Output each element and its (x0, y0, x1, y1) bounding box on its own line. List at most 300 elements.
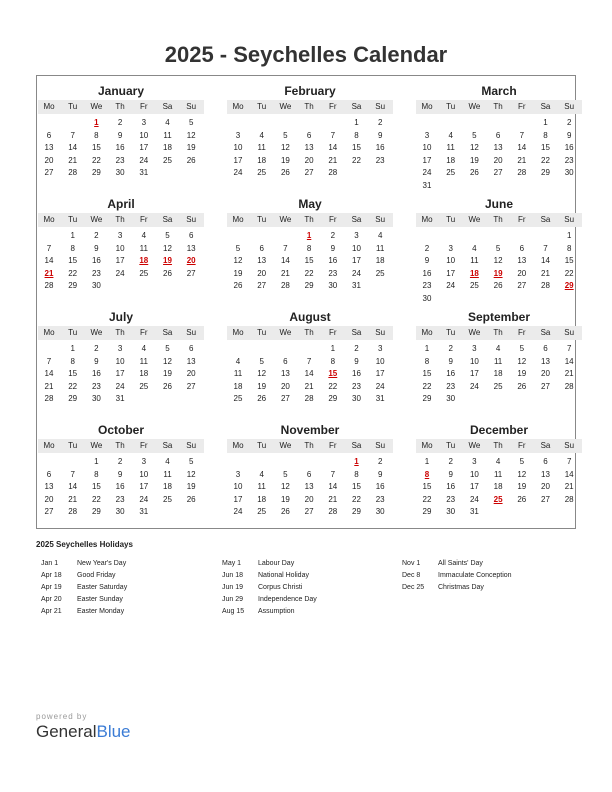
day-cell: 4 (448, 130, 453, 140)
weekday-label: Mo (421, 102, 433, 111)
day-cell: 8 (94, 469, 99, 479)
weekday-header (38, 439, 204, 453)
weekday-label: Sa (540, 215, 551, 224)
month-february (227, 76, 393, 189)
day-cell: 20 (44, 494, 54, 504)
holiday-name: Corpus Christi (258, 584, 303, 591)
day-cell: 16 (375, 482, 385, 492)
weekday-label: Th (493, 102, 503, 111)
powered-by-label: powered by (36, 712, 88, 721)
day-cell: 12 (280, 482, 290, 492)
day-cell: 29 (68, 394, 78, 404)
day-cell: 21 (328, 155, 338, 165)
day-cell: 4 (141, 344, 147, 353)
day-cell: 30 (446, 394, 456, 404)
day-cell: 14 (564, 356, 574, 366)
holiday-day-cell: 1 (306, 231, 312, 240)
weekday-label: Su (186, 441, 197, 450)
day-cell: 4 (235, 356, 241, 366)
day-cell: 9 (330, 243, 336, 253)
weekday-label: Th (304, 102, 314, 111)
weekday-header (416, 100, 582, 114)
day-cell: 27 (44, 507, 54, 517)
day-cell: 23 (352, 381, 361, 391)
day-cell: 19 (280, 494, 290, 504)
day-cell: 18 (139, 369, 149, 379)
day-cell: 15 (68, 256, 78, 266)
day-cell: 9 (377, 469, 383, 479)
day-cell: 22 (328, 381, 338, 391)
weekday-label: We (90, 328, 103, 337)
day-cell: 7 (330, 469, 336, 479)
day-cell: 12 (280, 143, 290, 153)
day-cell: 20 (304, 494, 314, 504)
day-cell: 15 (352, 482, 361, 492)
day-cell: 22 (541, 155, 550, 165)
month-december (416, 415, 582, 528)
day-cell: 25 (139, 381, 149, 391)
weekday-label: Sa (162, 215, 173, 224)
day-cell: 21 (541, 268, 550, 278)
day-cell: 2 (117, 457, 123, 466)
holiday-name: Easter Saturday (77, 584, 128, 591)
day-cell: 30 (352, 394, 361, 404)
month-april (38, 189, 204, 302)
weekday-label: Su (564, 441, 575, 450)
weekday-label: Mo (421, 328, 433, 337)
weekday-label: Sa (162, 441, 173, 450)
day-cell: 27 (304, 168, 314, 178)
day-cell: 2 (377, 457, 383, 466)
weekday-label: We (90, 102, 103, 111)
day-cell: 13 (280, 369, 290, 379)
day-cell: 5 (495, 243, 501, 253)
day-cell: 20 (186, 369, 196, 379)
day-cell: 22 (352, 494, 361, 504)
day-cell: 31 (139, 507, 149, 517)
day-cell: 25 (469, 281, 479, 291)
day-cell: 29 (91, 507, 101, 517)
day-cell: 12 (233, 256, 243, 266)
day-cell: 13 (186, 356, 196, 366)
day-cell: 28 (328, 168, 338, 178)
day-cell: 4 (141, 231, 147, 240)
holiday-date: Jan 1 (41, 560, 59, 567)
day-cell: 17 (469, 369, 479, 379)
day-cell: 11 (257, 143, 266, 153)
day-cell: 18 (257, 494, 267, 504)
day-cell: 16 (91, 256, 101, 266)
day-cell: 7 (566, 457, 572, 466)
day-cell: 30 (91, 281, 101, 291)
day-cell: 7 (70, 130, 75, 140)
day-cell: 13 (44, 143, 54, 153)
day-cell: 4 (495, 457, 501, 466)
day-cell: 12 (517, 469, 527, 479)
day-cell: 21 (564, 482, 574, 492)
day-cell: 11 (470, 256, 479, 266)
day-cell: 24 (139, 155, 149, 165)
day-cell: 6 (188, 231, 194, 240)
day-cell: 25 (163, 155, 172, 165)
day-cell: 23 (91, 381, 101, 391)
day-cell: 24 (446, 281, 456, 291)
day-cell: 1 (543, 118, 548, 127)
month-june (416, 189, 582, 302)
day-cell: 10 (233, 143, 243, 153)
weekday-label: Su (375, 102, 386, 111)
holiday-name: Immaculate Conception (438, 572, 512, 579)
weekday-label: We (279, 102, 292, 111)
day-cell: 7 (46, 243, 52, 253)
day-cell: 14 (328, 482, 338, 492)
brand-name (36, 722, 131, 742)
day-cell: 11 (139, 356, 148, 366)
day-cell: 13 (517, 256, 527, 266)
weekday-label: Fr (518, 215, 526, 224)
weekday-label: Su (564, 215, 575, 224)
day-cell: 6 (46, 469, 52, 479)
day-cell: 23 (115, 155, 125, 165)
day-cell: 15 (304, 256, 314, 266)
weekday-label: Fr (140, 215, 148, 224)
weekday-label: Tu (257, 328, 267, 337)
holiday-name: New Year's Day (77, 560, 127, 567)
holiday-day-cell: 18 (469, 268, 479, 278)
day-cell: 27 (517, 281, 527, 291)
weekday-label: Su (186, 215, 197, 224)
holiday-name: Easter Monday (77, 608, 125, 615)
day-cell: 25 (257, 507, 267, 517)
day-cell: 31 (375, 394, 385, 404)
day-cell: 1 (424, 457, 430, 466)
weekday-label: Sa (162, 328, 173, 337)
day-cell: 5 (188, 118, 194, 127)
day-cell: 12 (186, 469, 196, 479)
day-cell: 2 (424, 243, 430, 253)
weekday-label: We (468, 102, 481, 111)
weekday-label: Tu (68, 441, 78, 450)
day-cell: 28 (44, 394, 54, 404)
holiday-entry (402, 560, 483, 567)
day-cell: 6 (259, 243, 264, 253)
weekday-label: Su (564, 102, 575, 111)
day-cell: 9 (117, 130, 123, 140)
day-cell: 11 (163, 469, 172, 479)
day-cell: 9 (354, 356, 359, 366)
day-cell: 7 (306, 356, 312, 366)
day-cell: 24 (375, 381, 385, 391)
day-cell: 10 (233, 482, 243, 492)
day-cell: 26 (186, 155, 196, 165)
day-cell: 31 (139, 168, 149, 178)
day-cell: 12 (517, 356, 527, 366)
holiday-entry (222, 560, 294, 567)
day-cell: 23 (375, 494, 385, 504)
day-cell: 27 (280, 394, 290, 404)
day-cell: 7 (543, 243, 548, 253)
holiday-entry (222, 572, 309, 579)
day-cell: 9 (448, 469, 453, 479)
day-cell: 27 (44, 168, 54, 178)
holiday-date: Jun 19 (222, 584, 244, 591)
holiday-entry (222, 584, 302, 591)
day-cell: 22 (564, 268, 574, 278)
day-cell: 29 (422, 394, 432, 404)
day-cell: 14 (44, 256, 54, 266)
day-cell: 18 (163, 143, 172, 153)
day-cell: 11 (139, 243, 148, 253)
day-cell: 21 (564, 369, 574, 379)
day-cell: 6 (519, 243, 525, 253)
day-cell: 24 (139, 494, 149, 504)
day-cell: 26 (186, 494, 196, 504)
day-cell: 19 (280, 155, 290, 165)
day-cell: 21 (328, 494, 338, 504)
day-cell: 2 (377, 118, 383, 127)
day-cell: 23 (446, 494, 456, 504)
holiday-entry (402, 572, 512, 579)
holiday-name: National Holiday (258, 572, 309, 579)
weekday-label: Mo (232, 441, 244, 450)
month-november (227, 415, 393, 528)
day-cell: 22 (68, 268, 78, 278)
day-cell: 2 (354, 344, 359, 353)
day-cell: 31 (352, 281, 361, 291)
holiday-name: Christmas Day (438, 584, 484, 591)
day-cell: 26 (517, 381, 527, 391)
day-cell: 20 (44, 155, 54, 165)
weekday-label: Th (304, 441, 314, 450)
holiday-date: Apr 19 (41, 584, 62, 591)
day-cell: 28 (564, 381, 574, 391)
weekday-label: Mo (43, 441, 55, 450)
day-cell: 14 (541, 256, 550, 266)
weekday-label: Th (115, 441, 125, 450)
weekday-label: Mo (232, 215, 244, 224)
day-cell: 15 (422, 369, 432, 379)
holidays-title: 2025 Seychelles Holidays (36, 540, 133, 549)
day-cell: 3 (235, 469, 241, 479)
day-cell: 11 (493, 356, 503, 366)
day-cell: 6 (306, 130, 312, 140)
day-cell: 4 (259, 130, 264, 140)
weekday-label: Tu (446, 102, 456, 111)
day-cell: 25 (233, 394, 243, 404)
day-cell: 31 (422, 181, 432, 190)
weekday-label: Sa (351, 328, 362, 337)
weekday-header (227, 439, 393, 453)
brand-logo (36, 712, 131, 742)
day-cell: 8 (354, 130, 359, 140)
day-cell: 11 (233, 369, 243, 379)
day-cell: 10 (469, 469, 479, 479)
day-cell: 20 (257, 268, 267, 278)
day-cell: 7 (519, 130, 525, 140)
weekday-header (416, 213, 582, 227)
day-cell: 29 (352, 507, 361, 517)
day-cell: 23 (328, 268, 338, 278)
weekday-label: Th (304, 215, 314, 224)
day-cell: 12 (493, 256, 503, 266)
day-cell: 8 (566, 243, 572, 253)
day-cell: 29 (68, 281, 78, 291)
day-cell: 19 (517, 369, 527, 379)
weekday-label: We (90, 441, 103, 450)
day-cell: 18 (493, 369, 503, 379)
holiday-day-cell: 21 (44, 268, 54, 278)
day-cell: 11 (376, 243, 385, 253)
day-cell: 3 (141, 118, 147, 127)
day-cell: 19 (233, 268, 243, 278)
day-cell: 23 (115, 494, 125, 504)
day-cell: 22 (91, 155, 101, 165)
day-cell: 8 (70, 356, 75, 366)
month-name: January (97, 84, 145, 98)
holiday-day-cell: 29 (564, 281, 574, 291)
weekday-label: Mo (43, 215, 55, 224)
day-cell: 24 (469, 494, 479, 504)
holiday-name: Assumption (258, 608, 295, 615)
day-cell: 15 (422, 482, 432, 492)
holiday-day-cell: 19 (493, 268, 503, 278)
day-cell: 1 (94, 457, 99, 466)
day-cell: 27 (493, 168, 503, 178)
holiday-date: Apr 21 (41, 608, 62, 615)
weekday-label: Fr (140, 102, 148, 111)
day-cell: 17 (352, 256, 361, 266)
day-cell: 14 (304, 369, 314, 379)
day-cell: 27 (541, 494, 550, 504)
day-cell: 4 (165, 457, 170, 466)
day-cell: 4 (472, 243, 477, 253)
weekday-label: Mo (43, 328, 55, 337)
holiday-date: Apr 20 (41, 596, 62, 603)
day-cell: 22 (422, 381, 432, 391)
day-cell: 5 (259, 356, 264, 366)
holiday-date: Dec 8 (402, 572, 421, 579)
weekday-label: Sa (540, 441, 551, 450)
day-cell: 13 (541, 469, 550, 479)
weekday-header (38, 326, 204, 340)
day-cell: 30 (375, 507, 385, 517)
holiday-date: May 1 (222, 560, 242, 567)
day-cell: 5 (188, 457, 194, 466)
month-name: November (280, 423, 340, 437)
day-cell: 29 (541, 168, 550, 178)
weekday-label: We (279, 328, 292, 337)
day-cell: 8 (70, 243, 75, 253)
day-cell: 16 (564, 143, 574, 153)
holiday-name: Easter Sunday (77, 596, 123, 603)
weekday-label: Tu (257, 215, 267, 224)
day-cell: 25 (493, 381, 503, 391)
weekday-label: We (90, 215, 103, 224)
day-cell: 4 (165, 118, 170, 127)
day-cell: 13 (44, 482, 54, 492)
day-cell: 24 (233, 168, 243, 178)
day-cell: 15 (68, 369, 78, 379)
day-cell: 2 (94, 231, 99, 240)
weekday-label: Th (493, 328, 503, 337)
day-cell: 28 (280, 281, 290, 291)
day-cell: 22 (68, 381, 78, 391)
day-cell: 26 (280, 507, 290, 517)
weekday-label: Tu (446, 441, 456, 450)
day-cell: 30 (91, 394, 101, 404)
weekday-label: Mo (421, 215, 433, 224)
weekday-label: Tu (68, 102, 78, 111)
day-cell: 2 (330, 231, 336, 240)
day-cell: 22 (91, 494, 101, 504)
month-july (38, 302, 204, 415)
day-cell: 30 (328, 281, 338, 291)
weekday-header (227, 326, 393, 340)
day-cell: 16 (375, 143, 385, 153)
day-cell: 1 (566, 231, 572, 240)
day-cell: 5 (283, 469, 288, 479)
holiday-entry (402, 584, 484, 591)
day-cell: 30 (115, 507, 125, 517)
day-cell: 14 (44, 369, 54, 379)
month-may (227, 189, 393, 302)
day-cell: 9 (377, 130, 383, 140)
day-cell: 17 (233, 155, 243, 165)
day-cell: 28 (541, 281, 550, 291)
day-cell: 14 (564, 469, 574, 479)
day-cell: 13 (257, 256, 267, 266)
weekday-label: Sa (351, 441, 362, 450)
day-cell: 17 (375, 369, 385, 379)
day-cell: 2 (117, 118, 123, 127)
month-name: October (97, 423, 144, 437)
weekday-label: Fr (329, 215, 337, 224)
weekday-label: Fr (329, 102, 337, 111)
day-cell: 10 (422, 143, 432, 153)
page-title: 2025 - Seychelles Calendar (164, 42, 448, 67)
day-cell: 16 (446, 482, 456, 492)
day-cell: 8 (543, 130, 548, 140)
day-cell: 30 (446, 507, 456, 517)
day-cell: 24 (115, 381, 125, 391)
holiday-entry (222, 596, 317, 603)
day-cell: 3 (354, 231, 359, 240)
month-march (416, 76, 582, 189)
day-cell: 17 (115, 256, 125, 266)
day-cell: 15 (352, 143, 361, 153)
holiday-day-cell: 20 (186, 256, 196, 266)
day-cell: 30 (564, 168, 574, 178)
day-cell: 26 (163, 268, 172, 278)
day-cell: 18 (375, 256, 385, 266)
day-cell: 27 (304, 507, 314, 517)
day-cell: 28 (68, 507, 78, 517)
day-cell: 26 (493, 281, 503, 291)
month-name: July (108, 310, 133, 324)
day-cell: 24 (352, 268, 361, 278)
month-name: June (484, 197, 513, 211)
holiday-entry (41, 560, 126, 567)
day-cell: 23 (375, 155, 385, 165)
brand-blue: Blue (96, 722, 131, 741)
day-cell: 6 (283, 356, 288, 366)
day-cell: 19 (469, 155, 479, 165)
day-cell: 9 (424, 256, 430, 266)
day-cell: 6 (46, 130, 52, 140)
holiday-entry (41, 584, 127, 591)
day-cell: 3 (117, 231, 123, 240)
holiday-entry (41, 572, 116, 579)
